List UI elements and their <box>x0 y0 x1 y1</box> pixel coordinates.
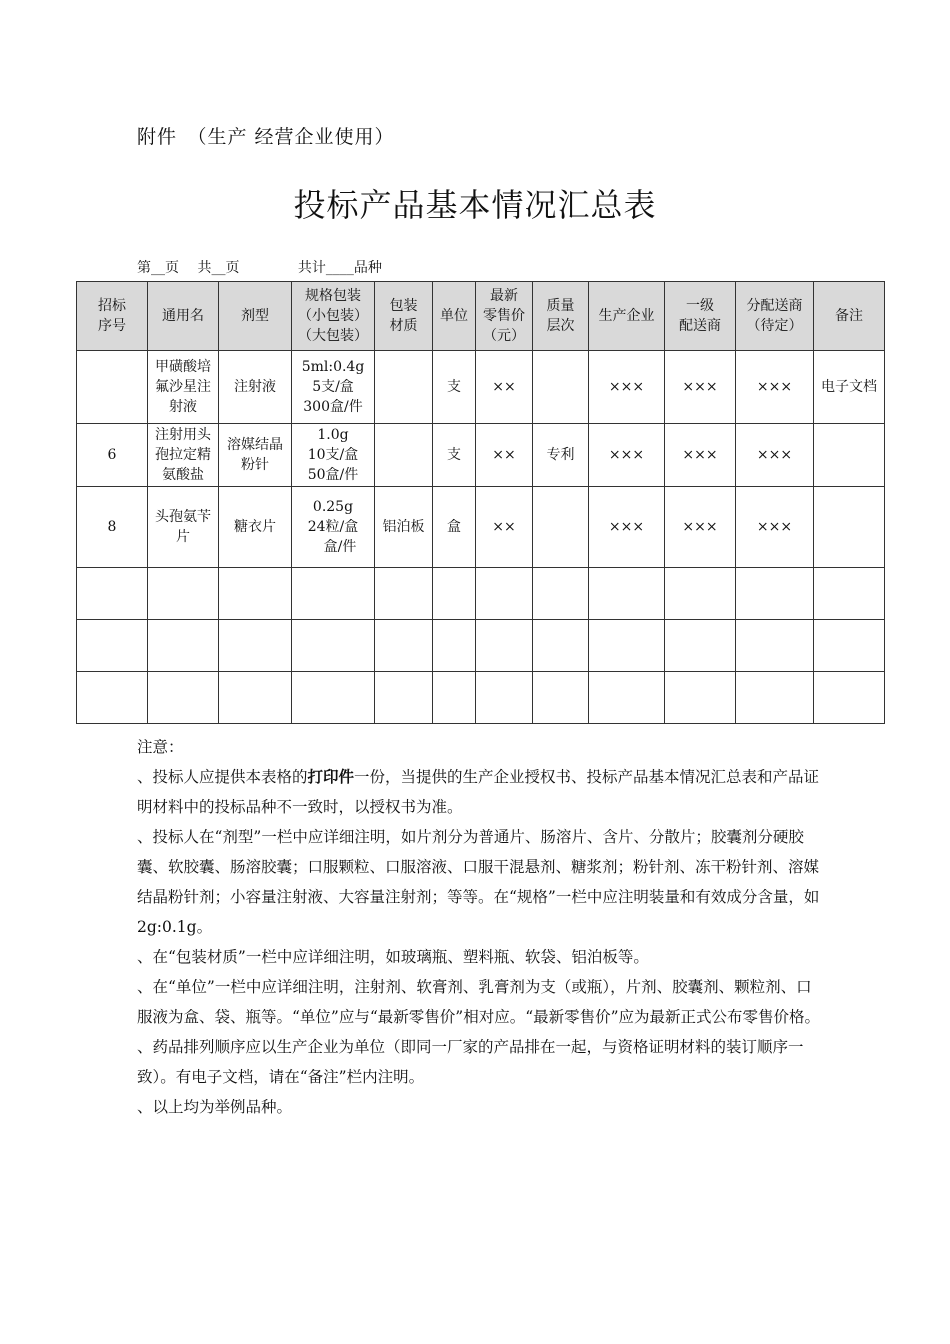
col-header: 最新 零售价 （元） <box>476 282 533 351</box>
table-cell: ××× <box>665 351 736 424</box>
empty-cell <box>665 672 736 724</box>
table-cell: 注射液 <box>219 351 292 424</box>
empty-cell <box>736 672 814 724</box>
empty-cell <box>148 672 219 724</box>
empty-cell <box>433 620 476 672</box>
table-cell: ××× <box>736 487 814 568</box>
page-info-line <box>137 257 396 277</box>
table-cell: 溶媒结晶 粉针 <box>219 424 292 487</box>
empty-cell <box>814 620 885 672</box>
empty-cell <box>736 568 814 620</box>
empty-cell <box>589 672 665 724</box>
variety-total: 共计____品种 <box>297 260 382 276</box>
empty-cell <box>375 672 433 724</box>
empty-cell <box>533 620 589 672</box>
table-cell: 糖衣片 <box>219 487 292 568</box>
table-cell: ××× <box>589 487 665 568</box>
table-cell <box>814 487 885 568</box>
col-header: 剂型 <box>219 282 292 351</box>
table-cell: 5ml:0.4g 5支/盒 300盒/件 <box>292 351 375 424</box>
table-cell <box>814 424 885 487</box>
note-item: 、投标人在“剂型”一栏中应详细注明，如片剂分为普通片、肠溶片、含片、分散片；胶囊剂分硬胶囊、软胶囊、肠溶胶囊；口服颗粒、口服溶液、口服干混悬剂、糖浆剂；粉针剂、冻干粉针剂、溶媒结晶粉针剂；小容量注射液、大容量注射剂；等等。在“规格”一栏中应注明装量和有效成分含量，如2g:0.1g。 <box>137 828 820 936</box>
table-cell: ××× <box>736 351 814 424</box>
empty-cell <box>77 568 148 620</box>
table-cell: ××× <box>665 487 736 568</box>
empty-cell <box>292 620 375 672</box>
empty-table-row <box>77 620 885 672</box>
table-cell: 支 <box>433 351 476 424</box>
col-header: 备注 <box>814 282 885 351</box>
table-cell: 0.25g 24粒/盒 盒/件 <box>292 487 375 568</box>
table-cell <box>375 424 433 487</box>
empty-cell <box>533 568 589 620</box>
note-item: 、药品排列顺序应以生产企业为单位（即同一厂家的产品排在一起，与资格证明材料的装订顺序一致）。有电子文档，请在“备注”栏内注明。 <box>137 1038 804 1086</box>
table-cell: 1.0g 10支/盒 50盒/件 <box>292 424 375 487</box>
empty-cell <box>375 568 433 620</box>
table-cell: ×× <box>476 351 533 424</box>
table-cell: ××× <box>665 424 736 487</box>
table-cell: 专利 <box>533 424 589 487</box>
empty-cell <box>433 672 476 724</box>
page-number: 第__页 <box>137 260 179 276</box>
note-item: 、在“包装材质”一栏中应详细注明，如玻璃瓶、塑料瓶、软袋、铝泊板等。 <box>137 948 649 966</box>
empty-cell <box>665 568 736 620</box>
note-item <box>137 762 827 822</box>
empty-cell <box>77 672 148 724</box>
table-cell <box>533 351 589 424</box>
empty-cell <box>292 672 375 724</box>
table-cell: 电子文档 <box>814 351 885 424</box>
table-cell: ××× <box>589 424 665 487</box>
empty-cell <box>665 620 736 672</box>
table-cell: 注射用头 孢拉定精 氨酸盐 <box>148 424 219 487</box>
product-summary-table <box>76 281 885 724</box>
table-cell: ××× <box>736 424 814 487</box>
notes-section <box>137 732 827 1122</box>
empty-table-row <box>77 568 885 620</box>
empty-cell <box>219 620 292 672</box>
empty-table-row <box>77 672 885 724</box>
table-cell: 甲磺酸培 氟沙星注 射液 <box>148 351 219 424</box>
empty-cell <box>148 620 219 672</box>
empty-cell <box>219 672 292 724</box>
col-header: 一级 配送商 <box>665 282 736 351</box>
empty-cell <box>533 672 589 724</box>
empty-cell <box>476 672 533 724</box>
note-item: 、在“单位”一栏中应详细注明，注射剂、软膏剂、乳膏剂为支（或瓶），片剂、胶囊剂、颗粒剂、口服液为盒、袋、瓶等。“单位”应与“最新零售价”相对应。“最新零售价”应为最新正式公布零售价格。 <box>137 978 821 1026</box>
empty-cell <box>476 568 533 620</box>
col-header: 生产企业 <box>589 282 665 351</box>
empty-cell <box>814 568 885 620</box>
table-cell: 盒 <box>433 487 476 568</box>
col-header: 质量 层次 <box>533 282 589 351</box>
empty-cell <box>476 620 533 672</box>
table-row <box>77 424 885 487</box>
col-header: 招标 序号 <box>77 282 148 351</box>
note-emphasis: 打印件 <box>307 768 355 786</box>
col-header: 规格包装 （小包装） （大包装） <box>292 282 375 351</box>
col-header: 分配送商 （待定） <box>736 282 814 351</box>
note-text: 、投标人应提供本表格的 <box>137 768 308 786</box>
empty-cell <box>433 568 476 620</box>
table-cell: ××× <box>589 351 665 424</box>
table-cell: 铝泊板 <box>375 487 433 568</box>
table-cell: 6 <box>77 424 148 487</box>
page-total: 共__页 <box>197 260 240 276</box>
empty-cell <box>736 620 814 672</box>
col-header: 通用名 <box>148 282 219 351</box>
empty-cell <box>219 568 292 620</box>
note-item: 、以上均为举例品种。 <box>137 1098 293 1116</box>
col-header: 包装 材质 <box>375 282 433 351</box>
col-header: 单位 <box>433 282 476 351</box>
empty-cell <box>77 620 148 672</box>
empty-cell <box>589 620 665 672</box>
table-cell: ×× <box>476 487 533 568</box>
table-header-row <box>77 282 885 351</box>
table-cell <box>375 351 433 424</box>
table-cell: ×× <box>476 424 533 487</box>
empty-cell <box>589 568 665 620</box>
empty-cell <box>292 568 375 620</box>
table-cell <box>533 487 589 568</box>
table-row <box>77 487 885 568</box>
empty-cell <box>814 672 885 724</box>
table-cell <box>77 351 148 424</box>
empty-cell <box>148 568 219 620</box>
document-title: 投标产品基本情况汇总表 <box>293 186 657 224</box>
notes-heading: 注意： <box>137 738 184 756</box>
table-cell: 8 <box>77 487 148 568</box>
attachment-label: 附件 （生产 经营企业使用） <box>137 126 395 148</box>
table-cell: 头孢氨苄 片 <box>148 487 219 568</box>
empty-cell <box>375 620 433 672</box>
note-text: 一份，当提供的生产企业授权书、投标产品基本情况汇总表和产品证明材料中的投标品种不一致时，以授权书为准。 <box>137 768 820 816</box>
table-row <box>77 351 885 424</box>
table-cell: 支 <box>433 424 476 487</box>
